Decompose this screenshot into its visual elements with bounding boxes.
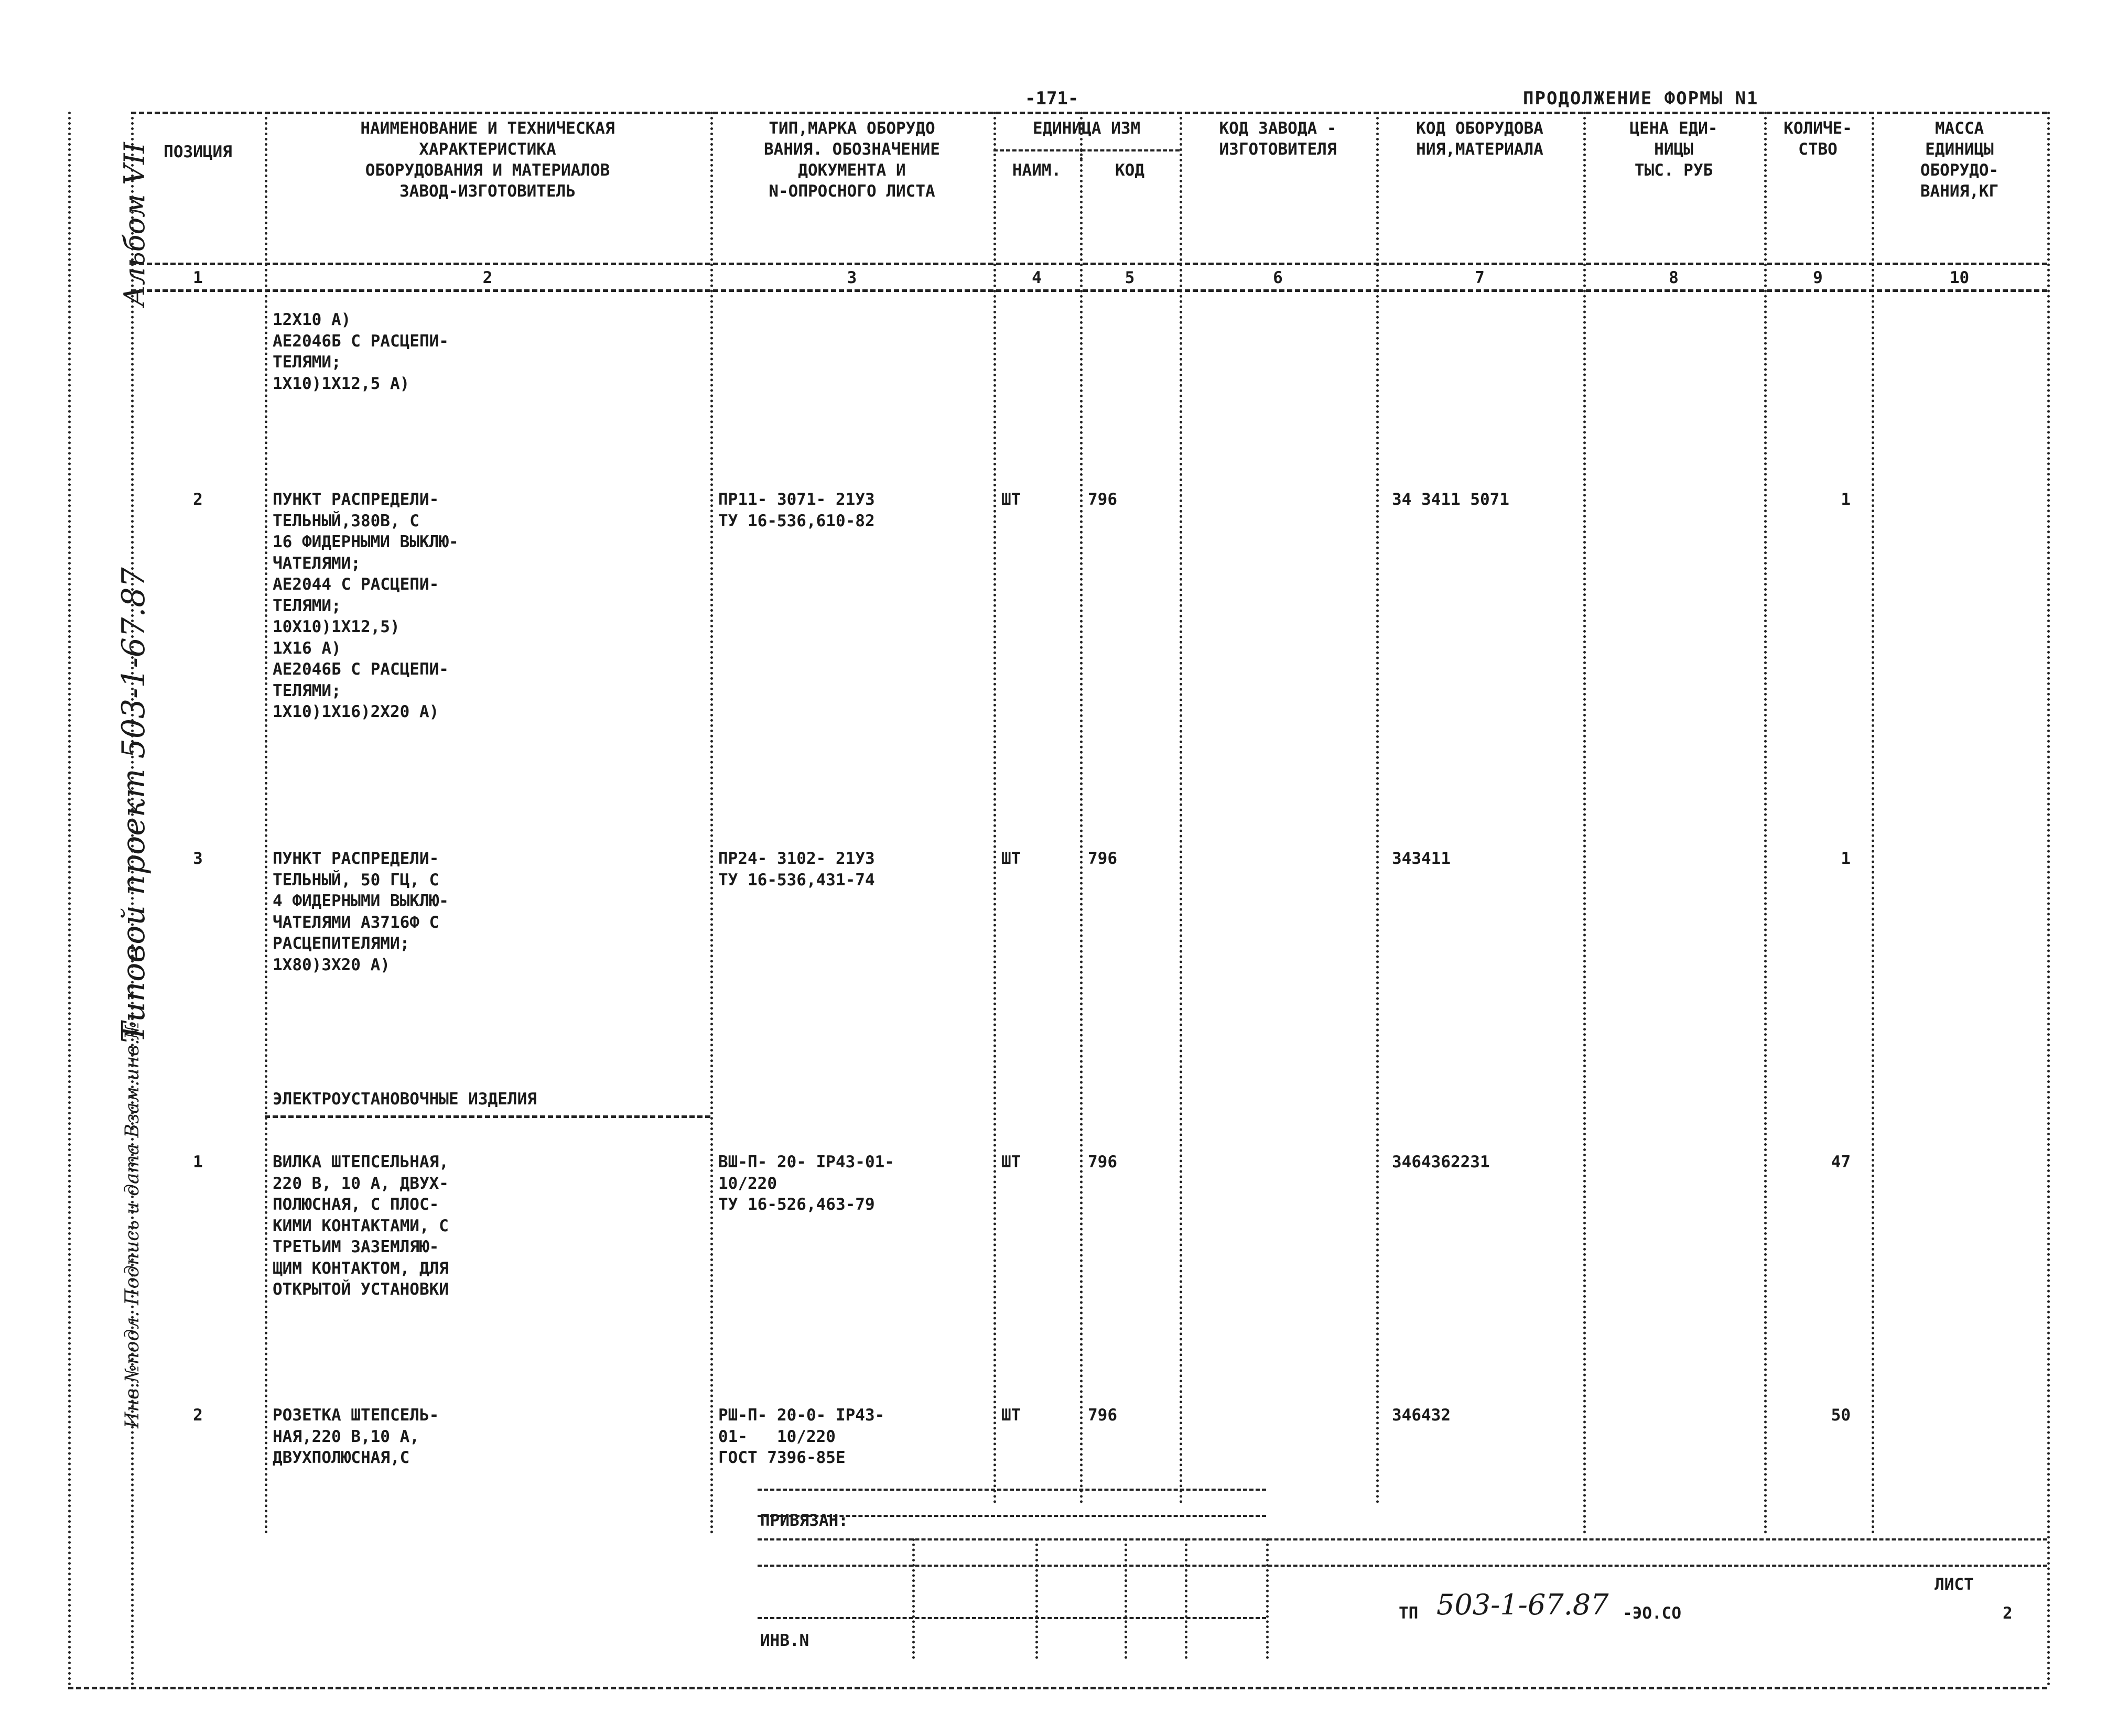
position-cell: 2 [193, 1406, 203, 1425]
unit-cell: ШТ [1001, 490, 1021, 509]
code-cell: 796 [1088, 1153, 1117, 1171]
column-rule-0 [131, 112, 134, 1687]
name-line: ЧАТЕЛЯМИ; [273, 554, 361, 573]
name-line: ТЕЛЬНЫЙ, 50 ГЦ, С [273, 870, 439, 889]
column-header-1 [265, 118, 710, 202]
type-line: ПР11- 3071- 21У3 [718, 490, 875, 509]
stamp-col-0 [912, 1538, 915, 1659]
column-number-6: 6 [1273, 268, 1283, 287]
column-header-line: МАССА [1935, 119, 1984, 138]
equipment-code-cell: 3464362231 [1392, 1153, 1490, 1171]
name-line: 1Х80)3Х20 А) [273, 955, 390, 974]
unit-cell: ШТ [1001, 849, 1021, 868]
stamp-col-2 [1125, 1538, 1127, 1659]
column-number-10: 10 [1949, 268, 1970, 287]
column-header-line: ЕДИНИЦЫ [1925, 140, 1994, 159]
column-rule-2 [710, 112, 713, 1535]
name-line: НАЯ,220 В,10 А, [273, 1427, 419, 1446]
name-line: КИМИ КОНТАКТАМИ, С [273, 1216, 449, 1235]
name-line: РАСЦЕПИТЕЛЯМИ; [273, 934, 410, 953]
name-line: 4 ФИДЕРНЫМИ ВЫКЛЮ- [273, 892, 449, 910]
column-rule-6 [1376, 112, 1379, 1504]
stamp-col-3 [1185, 1538, 1187, 1659]
name-line: РОЗЕТКА ШТЕПСЕЛЬ- [273, 1406, 439, 1425]
name-line: 12Х10 А) [273, 310, 351, 329]
continuation-title: ПРОДОЛЖЕНИЕ ФОРМЫ N1 [1523, 88, 1759, 109]
stamp-inv: ИНВ.N [760, 1631, 809, 1650]
position-cell: 1 [193, 1153, 203, 1171]
column-number-2: 2 [482, 268, 493, 287]
equipment-code-cell: 343411 [1392, 849, 1451, 868]
column-header-line: ОБОРУДО- [1920, 161, 1999, 180]
column-number-4: 4 [1032, 268, 1042, 287]
column-header-line: ЦЕНА ЕДИ- [1629, 119, 1718, 138]
margin-project: Типовой проект 503-1-67.87 [115, 567, 152, 1043]
quantity-cell: 50 [1831, 1406, 1851, 1425]
name-line: ТЕЛЯМИ; [273, 596, 341, 615]
name-line: ТРЕТЬИМ ЗАЗЕМЛЯЮ- [273, 1238, 439, 1256]
name-line: 1Х10)1Х12,5 А) [273, 374, 410, 393]
type-line: РШ-П- 20-0- IP43- [718, 1406, 885, 1425]
column-rule-3 [993, 112, 996, 1504]
column-rule-10 [2047, 112, 2050, 1687]
column-header-5 [1080, 160, 1180, 181]
equipment-code-cell: 34 3411 5071 [1392, 490, 1509, 509]
name-line: ТЕЛЯМИ; [273, 681, 341, 700]
column-header-line: НАИМ. [1012, 161, 1062, 180]
column-header-line: ЗАВОД-ИЗГОТОВИТЕЛЬ [399, 182, 576, 201]
type-line: ГОСТ 7396-85Е [718, 1448, 846, 1467]
column-rule-8 [1764, 112, 1767, 1535]
unit-cell: ШТ [1001, 1153, 1021, 1171]
margin-stamp: Инв.№подл. Подпись и дата Взам.инв.№ [122, 1021, 143, 1428]
sheet-number: 2 [2003, 1604, 2013, 1623]
name-line: ПУНКТ РАСПРЕДЕЛИ- [273, 849, 439, 868]
table-rule-0 [131, 112, 2047, 114]
stamp-rule-3 [758, 1565, 2047, 1567]
column-rule-9 [1872, 112, 1874, 1535]
code-cell: 796 [1088, 1406, 1117, 1425]
column-number-9: 9 [1813, 268, 1823, 287]
stamp-col-1 [1035, 1538, 1038, 1659]
type-line: ТУ 16-536,431-74 [718, 870, 875, 889]
name-line: 10Х10)1Х12,5) [273, 617, 400, 636]
type-line: ПР24- 3102- 21У3 [718, 849, 875, 868]
column-rule-7 [1583, 112, 1586, 1535]
column-header-line: ИЗГОТОВИТЕЛЯ [1219, 140, 1337, 159]
name-line: 220 В, 10 А, ДВУХ- [273, 1174, 449, 1193]
type-line: ТУ 16-536,610-82 [718, 511, 875, 530]
name-line: 1Х16 А) [273, 638, 341, 658]
column-header-line: КОД ОБОРУДОВА [1416, 119, 1543, 138]
doc-suffix: -ЭО.СО [1623, 1604, 1681, 1623]
column-number-1: 1 [193, 268, 203, 287]
column-number-3: 3 [847, 268, 857, 287]
sheet-label: ЛИСТ [1935, 1575, 1974, 1594]
column-header-line: КОД [1115, 161, 1144, 180]
column-rule-4 [1080, 112, 1083, 1504]
equipment-code-cell: 346432 [1392, 1406, 1451, 1425]
type-line: 01- 10/220 [718, 1427, 836, 1446]
column-rule-5 [1180, 112, 1182, 1504]
column-header-line: ОБОРУДОВАНИЯ И МАТЕРИАЛОВ [365, 161, 610, 180]
quantity-cell: 1 [1841, 490, 1851, 509]
name-line: ТЕЛЯМИ; [273, 353, 341, 372]
name-line: ЩИМ КОНТАКТОМ, ДЛЯ [273, 1258, 449, 1278]
column-header-line: ВАНИЯ. ОБОЗНАЧЕНИЕ [764, 140, 940, 159]
column-header-line: ДОКУМЕНТА И [798, 161, 906, 180]
table-rule-3 [68, 1687, 2047, 1689]
name-line: ПУНКТ РАСПРЕДЕЛИ- [273, 490, 439, 509]
column-header-line: КОЛИЧЕ- [1784, 119, 1852, 138]
column-header-line: ЕДИНИЦА ИЗМ [1032, 119, 1141, 138]
name-line: ВИЛКА ШТЕПСЕЛЬНАЯ, [273, 1153, 449, 1171]
column-header-line: НАИМЕНОВАНИЕ И ТЕХНИЧЕСКАЯ [360, 119, 615, 138]
column-header-line: НИЯ,МАТЕРИАЛА [1416, 140, 1543, 159]
unit-subrule [993, 149, 1180, 151]
code-cell: 796 [1088, 849, 1117, 868]
column-header-line: N-ОПРОСНОГО ЛИСТА [769, 182, 935, 201]
type-line: ТУ 16-526,463-79 [718, 1195, 875, 1214]
column-header-line: ТИП,МАРКА ОБОРУДО [769, 119, 935, 138]
quantity-cell: 47 [1831, 1153, 1851, 1171]
column-header-line: ТЫС. РУБ [1634, 161, 1713, 180]
name-line: ЧАТЕЛЯМИ А3716Ф С [273, 913, 439, 932]
name-line: АЕ2046Б С РАСЦЕПИ- [273, 331, 449, 351]
quantity-cell: 1 [1841, 849, 1851, 868]
column-number-7: 7 [1475, 268, 1485, 287]
doc-number: 503-1-67.87 [1436, 1588, 1609, 1621]
column-header-2 [710, 118, 993, 202]
column-header-line: КОД ЗАВОДА - [1219, 119, 1337, 138]
name-line: 1Х10)1Х16)2Х20 А) [273, 702, 439, 721]
table-rule-1 [131, 263, 2047, 265]
column-number-8: 8 [1669, 268, 1679, 287]
column-header-3 [993, 118, 1180, 139]
margin-album: Альбом VII [118, 142, 151, 307]
column-number-5: 5 [1125, 268, 1135, 287]
section-underline [265, 1115, 710, 1118]
stamp-rule-2 [758, 1538, 2047, 1540]
doc-prefix: ТП [1399, 1604, 1419, 1623]
name-line: ЭЛЕКТРОУСТАНОВОЧНЫЕ ИЗДЕЛИЯ [273, 1090, 537, 1109]
unit-inner-rule [1080, 149, 1083, 160]
column-header-7 [1376, 118, 1583, 160]
stamp-col-4 [1266, 1538, 1269, 1659]
column-header-8 [1583, 118, 1764, 181]
page-number: -171- [1025, 88, 1079, 109]
name-line: ОТКРЫТОЙ УСТАНОВКИ [273, 1280, 449, 1299]
column-header-line: НИЦЫ [1654, 140, 1693, 159]
name-line: 16 ФИДЕРНЫМИ ВЫКЛЮ- [273, 533, 459, 551]
stamp-rule-4 [758, 1617, 1266, 1619]
column-header-9 [1764, 118, 1872, 160]
column-header-line: ХАРАКТЕРИСТИКА [419, 140, 556, 159]
column-header-0 [131, 142, 265, 162]
stamp-rule-0 [758, 1489, 1266, 1491]
margin-rule [68, 112, 71, 1687]
name-line: АЕ2046Б С РАСЦЕПИ- [273, 660, 449, 679]
position-cell: 3 [193, 849, 203, 868]
column-header-10 [1872, 118, 2047, 202]
column-header-line: ВАНИЯ,КГ [1920, 182, 1999, 201]
type-line: 10/220 [718, 1174, 777, 1193]
name-line: ПОЛЮСНАЯ, С ПЛОС- [273, 1195, 439, 1214]
name-line: АЕ2044 С РАСЦЕПИ- [273, 575, 439, 594]
type-line: ВШ-П- 20- IP43-01- [718, 1153, 894, 1171]
name-line: ДВУХПОЛЮСНАЯ,С [273, 1448, 410, 1467]
column-header-line: ПОЗИЦИЯ [164, 143, 232, 161]
column-rule-1 [265, 112, 267, 1535]
table-rule-2 [131, 289, 2047, 292]
position-cell: 2 [193, 490, 203, 509]
column-header-4 [993, 160, 1080, 181]
column-header-6 [1180, 118, 1376, 160]
column-header-line: СТВО [1798, 140, 1838, 159]
stamp-bound: ПРИВЯЗАН: [760, 1511, 848, 1530]
unit-cell: ШТ [1001, 1406, 1021, 1425]
name-line: ТЕЛЬНЫЙ,380В, С [273, 511, 419, 530]
code-cell: 796 [1088, 490, 1117, 509]
